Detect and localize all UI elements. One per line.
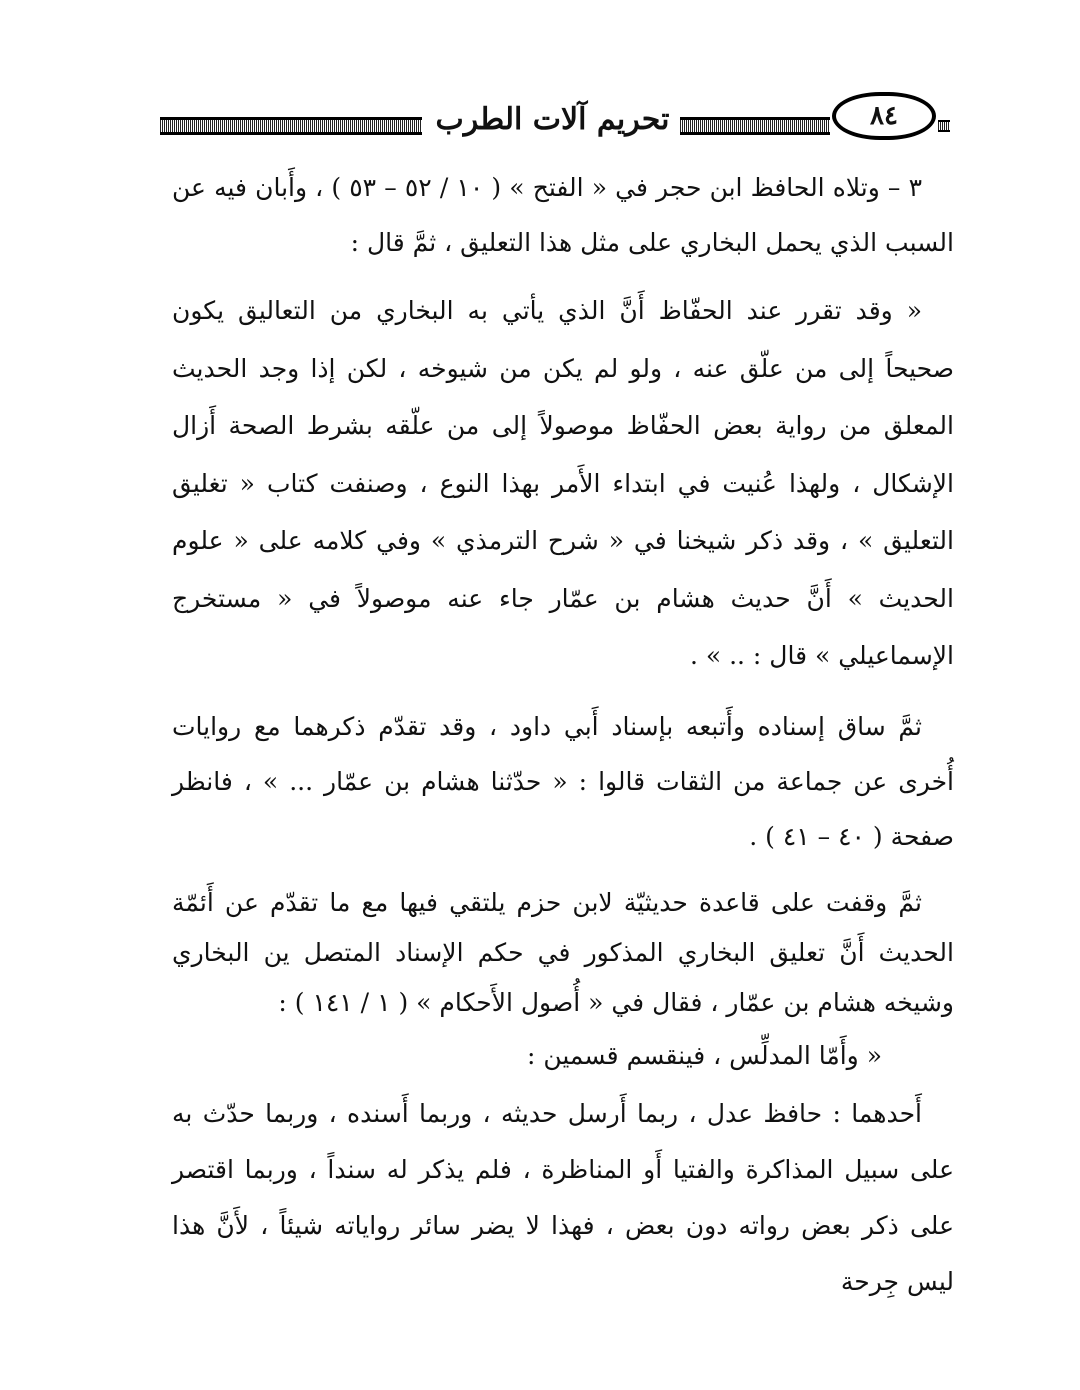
- page-header: [160, 92, 950, 152]
- header-rule-middle: [680, 117, 830, 135]
- page-body: [172, 160, 954, 1310]
- running-title: تحريم آلات الطرب: [435, 102, 670, 137]
- paragraph-2-quote: « وقد تقرر عند الحفّاظ أَنَّ الذي يأتي به البخاري من التعاليق يكون صحيحاً إلى من علّق عنه ، ولو لم يكن من شيوخه ، لكن إذا وجد الحديث المعلق من رواية بعض الحفّاظ موصولاً إلى من علّقه بشرط الصحة أَزال الإشكال ، ولهذا عُنيت في ابتداء الأَمر بهذا النوع ، وصنفت كتاب « تغليق التعليق » ، وقد ذكر شيخنا في « شرح الترمذي » وفي كلامه على « علوم الحديث » أَنَّ حديث هشام بن عمّار جاء عنه موصولاً في « مستخرج الإسماعيلي » قال : .. » .: [172, 296, 954, 670]
- paragraph-1: ٣ – وتلاه الحافظ ابن حجر في « الفتح » ( ١٠ / ٥٢ – ٥٣ ) ، وأَبان فيه عن السبب الذي يحمل البخاري على مثل هذا التعليق ، ثمَّ قال :: [172, 173, 954, 257]
- paragraph-3: ثمَّ ساق إسناده وأَتبعه بإسناد أَبي داود ، وقد تقدّم ذكرهما مع روايات أُخرى عن جماعة من الثقات قالوا : « حدّثنا هشام بن عمّار ... » ، فانظر صفحة ( ٤٠ – ٤١ ) .: [172, 711, 954, 851]
- paragraph-4: ثمَّ وقفت على قاعدة حديثيّة لابن حزم يلتقي فيها مع ما تقدّم عن أَئمّة الحديث أَنَّ تعليق البخاري المذكور في حكم الإسناد المتصل ين البخاري وشيخه هشام بن عمّار ، فقال في « أُصول الأَحكام » ( ١ / ١٤١ ) :: [172, 887, 954, 1017]
- page-number: ٨٤: [832, 92, 936, 140]
- paragraph-5-quote-start: « وأَمّا المدلِّس ، فينقسم قسمين :: [526, 1040, 882, 1070]
- header-rule-left: [160, 117, 422, 135]
- header-rule-right: [938, 120, 950, 132]
- paragraph-6: أَحدهما : حافظ عدل ، ربما أَرسل حديثه ، وربما أَسنده ، وربما حدّث به على سبيل المذاكرة والفتيا أَو المناظرة ، فلم يذكر له سنداً ، وربما اقتصر على ذكر بعض رواته دون بعض ، فهذا لا يضر سائر رواياته شيئاً ، لأَنَّ هذا ليس جِرحة: [172, 1098, 954, 1296]
